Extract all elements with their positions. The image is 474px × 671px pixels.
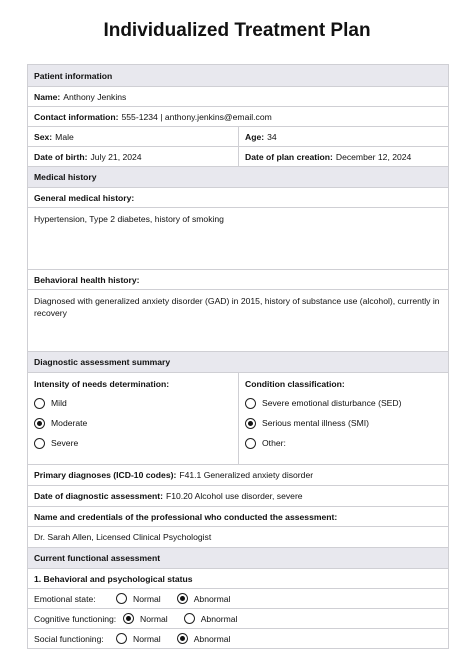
radio-icon[interactable] (34, 398, 45, 409)
plan-date-label: Date of plan creation: (245, 151, 333, 162)
contact-row (28, 106, 448, 126)
option-label: Serious mental illness (SMI) (262, 418, 369, 428)
sex-value[interactable]: Male (55, 131, 74, 142)
primary-diagnoses-label: Primary diagnoses (ICD-10 codes): (34, 470, 177, 480)
behavioral-history-label: Behavioral health history: (34, 274, 140, 285)
condition-option-sed[interactable] (245, 393, 401, 413)
cognitive-abnormal-option[interactable] (184, 613, 238, 624)
behavioral-history-field[interactable] (28, 289, 448, 351)
dob-value[interactable]: July 21, 2024 (90, 151, 142, 162)
professional-value[interactable]: Dr. Sarah Allen, Licensed Clinical Psychologist (34, 532, 212, 542)
intensity-option-mild[interactable] (34, 393, 67, 413)
functional-header: Current functional assessment (28, 547, 448, 568)
general-history-value[interactable]: Hypertension, Type 2 diabetes, history of smoking (34, 214, 224, 224)
intensity-label: Intensity of needs determination: (34, 379, 170, 389)
condition-option-smi[interactable] (245, 413, 369, 433)
functional-section-row (28, 568, 448, 588)
page-title: Individualized Treatment Plan (103, 20, 371, 41)
diagnostic-date-row (28, 485, 448, 506)
general-history-label: General medical history: (34, 192, 135, 203)
cognitive-functioning-label: Cognitive functioning: (34, 613, 117, 624)
contact-label: Contact information: (34, 111, 119, 122)
radio-icon[interactable] (245, 398, 256, 409)
functional-section-label: 1. Behavioral and psychological status (34, 573, 193, 584)
option-label: Moderate (51, 418, 88, 428)
patient-info-header: Patient information (28, 65, 448, 86)
emotional-state-label: Emotional state: (34, 593, 96, 604)
emotional-state-row (28, 588, 448, 608)
treatment-plan-form (27, 64, 449, 649)
radio-icon[interactable] (116, 593, 127, 604)
name-row (28, 86, 448, 106)
general-history-label-row (28, 187, 448, 207)
sex-age-row (28, 126, 448, 146)
dob-label: Date of birth: (34, 151, 88, 162)
condition-group (238, 373, 448, 464)
emotional-normal-option[interactable] (116, 593, 161, 604)
social-functioning-row (28, 628, 448, 648)
radio-selected-icon[interactable] (177, 633, 188, 644)
cognitive-normal-option[interactable] (123, 613, 168, 624)
radio-selected-icon[interactable] (123, 613, 134, 624)
behavioral-history-label-row (28, 269, 448, 289)
social-normal-option[interactable] (116, 633, 161, 644)
medical-history-header: Medical history (28, 166, 448, 187)
social-abnormal-option[interactable] (177, 633, 231, 644)
name-value[interactable]: Anthony Jenkins (63, 91, 127, 102)
condition-option-other[interactable] (245, 433, 286, 453)
age-value[interactable]: 34 (267, 131, 277, 142)
diagnostic-date-label: Date of diagnostic assessment: (34, 491, 163, 501)
general-history-field[interactable] (28, 207, 448, 269)
diagnostic-date-value[interactable]: F10.20 Alcohol use disorder, severe (165, 491, 303, 501)
name-label: Name: (34, 91, 61, 102)
intensity-option-moderate[interactable] (34, 413, 87, 433)
sex-label: Sex: (34, 131, 53, 142)
intensity-group (28, 373, 238, 464)
radio-icon[interactable] (184, 613, 195, 624)
professional-label-row (28, 506, 448, 526)
radio-icon[interactable] (245, 438, 256, 449)
radio-selected-icon[interactable] (245, 418, 256, 429)
radio-selected-icon[interactable] (34, 418, 45, 429)
professional-label: Name and credentials of the professional who conducted the assessment: (34, 511, 338, 522)
diagnostic-options-row (28, 372, 448, 464)
option-label: Other: (262, 438, 286, 448)
option-label: Normal (140, 613, 168, 624)
option-label: Abnormal (193, 593, 231, 604)
option-label: Normal (133, 593, 161, 604)
primary-diagnoses-value[interactable]: F41.1 Generalized anxiety disorder (179, 470, 314, 480)
option-label: Normal (133, 633, 161, 644)
behavioral-history-value[interactable]: Diagnosed with generalized anxiety disorder (GAD) in 2015, history of substance use (alcohol), currently in recovery (34, 296, 440, 318)
social-functioning-label: Social functioning: (34, 633, 104, 644)
dates-row (28, 146, 448, 166)
option-label: Severe (51, 438, 79, 448)
age-label: Age: (245, 131, 265, 142)
option-label: Abnormal (200, 613, 238, 624)
radio-icon[interactable] (34, 438, 45, 449)
intensity-option-severe[interactable] (34, 433, 78, 453)
option-label: Mild (51, 398, 67, 408)
radio-selected-icon[interactable] (177, 593, 188, 604)
option-label: Abnormal (193, 633, 231, 644)
plan-date-value[interactable]: December 12, 2024 (335, 151, 412, 162)
option-label: Severe emotional disturbance (SED) (262, 398, 402, 408)
primary-diagnoses-row (28, 464, 448, 485)
diagnostic-header: Diagnostic assessment summary (28, 351, 448, 372)
professional-field[interactable] (28, 526, 448, 547)
emotional-abnormal-option[interactable] (177, 593, 231, 604)
condition-label: Condition classification: (245, 379, 345, 389)
radio-icon[interactable] (116, 633, 127, 644)
contact-value[interactable]: 555-1234 | anthony.jenkins@email.com (121, 111, 272, 122)
cognitive-functioning-row (28, 608, 448, 628)
